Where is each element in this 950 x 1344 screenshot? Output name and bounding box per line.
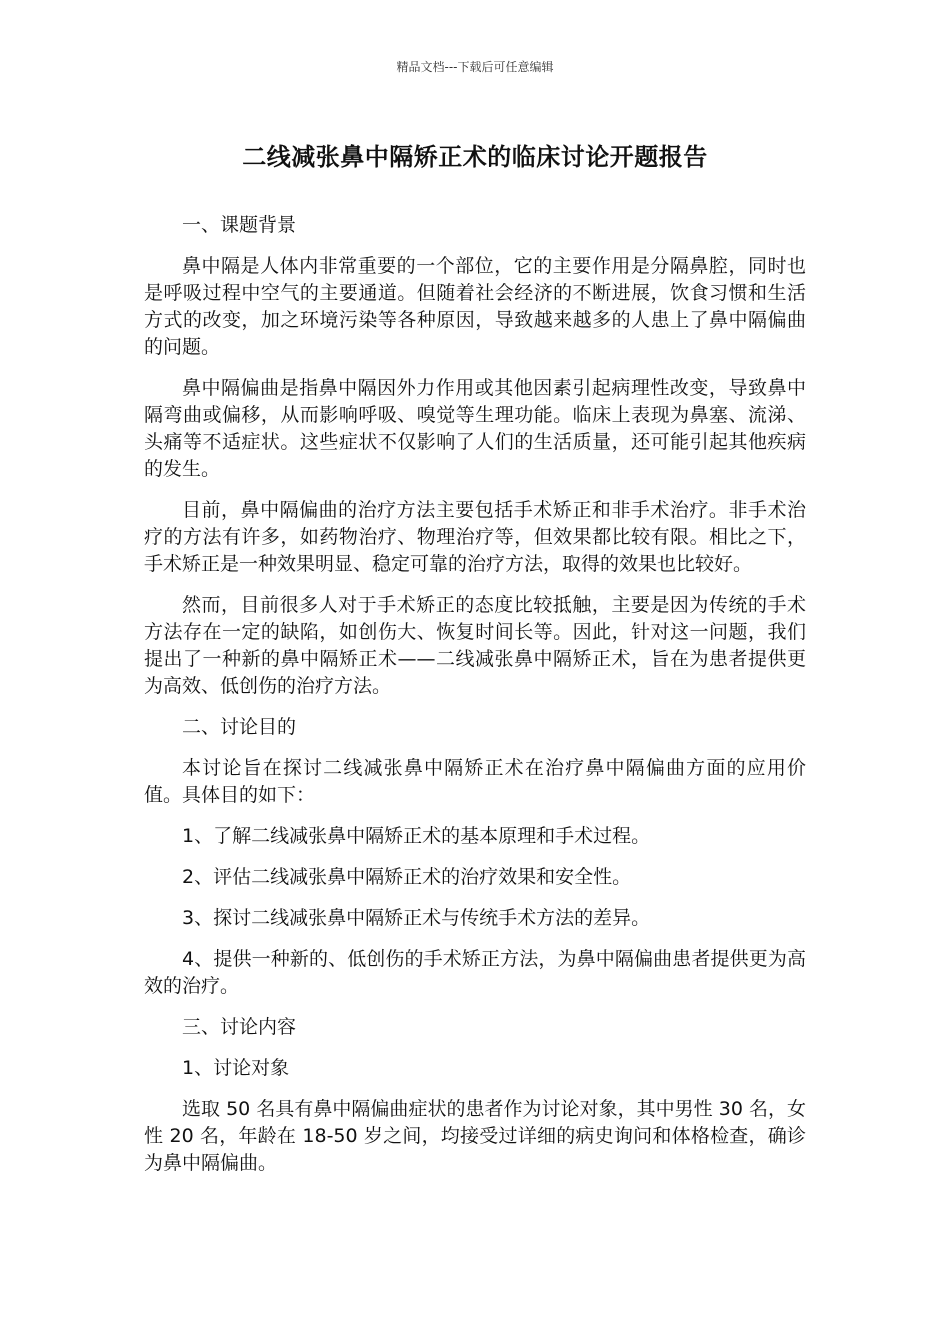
paragraph: 选取 50 名具有鼻中隔偏曲症状的患者作为讨论对象，其中男性 30 名，女性 20 名，年龄在 18-50 岁之间，均接受过详细的病史询问和体格检查，确诊为鼻中隔偏曲。 — [144, 1098, 806, 1174]
list-item: 2、评估二线减张鼻中隔矫正术的治疗效果和安全性。 — [182, 866, 632, 888]
subsection-heading-subjects: 1、讨论对象 — [182, 1057, 290, 1079]
paragraph: 鼻中隔是人体内非常重要的一个部位，它的主要作用是分隔鼻腔，同时也是呼吸过程中空气的主要通道。但随着社会经济的不断进展，饮食习惯和生活方式的改变，加之环境污染等各种原因，导致越来越多的人患上了鼻中隔偏曲的问题。 — [144, 255, 806, 358]
section-heading-content: 三、讨论内容 — [182, 1016, 297, 1038]
list-item: 1、了解二线减张鼻中隔矫正术的基本原理和手术过程。 — [182, 825, 651, 847]
header-note: 精品文档---下载后可任意编辑 — [396, 60, 554, 74]
section-heading-purpose: 二、讨论目的 — [182, 716, 297, 738]
paragraph: 本讨论旨在探讨二线减张鼻中隔矫正术在治疗鼻中隔偏曲方面的应用价值。具体目的如下： — [144, 757, 806, 806]
paragraph: 然而，目前很多人对于手术矫正的态度比较抵触，主要是因为传统的手术方法存在一定的缺陷，如创伤大、恢复时间长等。因此，针对这一问题，我们提出了一种新的鼻中隔矫正术——二线减张鼻中隔矫正术，旨在为患者提供更为高效、低创伤的治疗方法。 — [144, 594, 806, 697]
document-body — [144, 212, 806, 1191]
paragraph: 目前，鼻中隔偏曲的治疗方法主要包括手术矫正和非手术治疗。非手术治疗的方法有许多，如药物治疗、物理治疗等，但效果都比较有限。相比之下，手术矫正是一种效果明显、稳定可靠的治疗方法，取得的效果也比较好。 — [144, 499, 806, 575]
paragraph: 鼻中隔偏曲是指鼻中隔因外力作用或其他因素引起病理性改变，导致鼻中隔弯曲或偏移，从而影响呼吸、嗅觉等生理功能。临床上表现为鼻塞、流涕、头痛等不适症状。这些症状不仅影响了人们的生活质量，还可能引起其他疾病的发生。 — [144, 377, 806, 480]
list-item: 3、探讨二线减张鼻中隔矫正术与传统手术方法的差异。 — [182, 907, 651, 929]
section-heading-background: 一、课题背景 — [182, 214, 297, 236]
document-title: 二线减张鼻中隔矫正术的临床讨论开题报告 — [242, 143, 708, 171]
list-item: 4、提供一种新的、低创伤的手术矫正方法，为鼻中隔偏曲患者提供更为高效的治疗。 — [144, 948, 806, 997]
